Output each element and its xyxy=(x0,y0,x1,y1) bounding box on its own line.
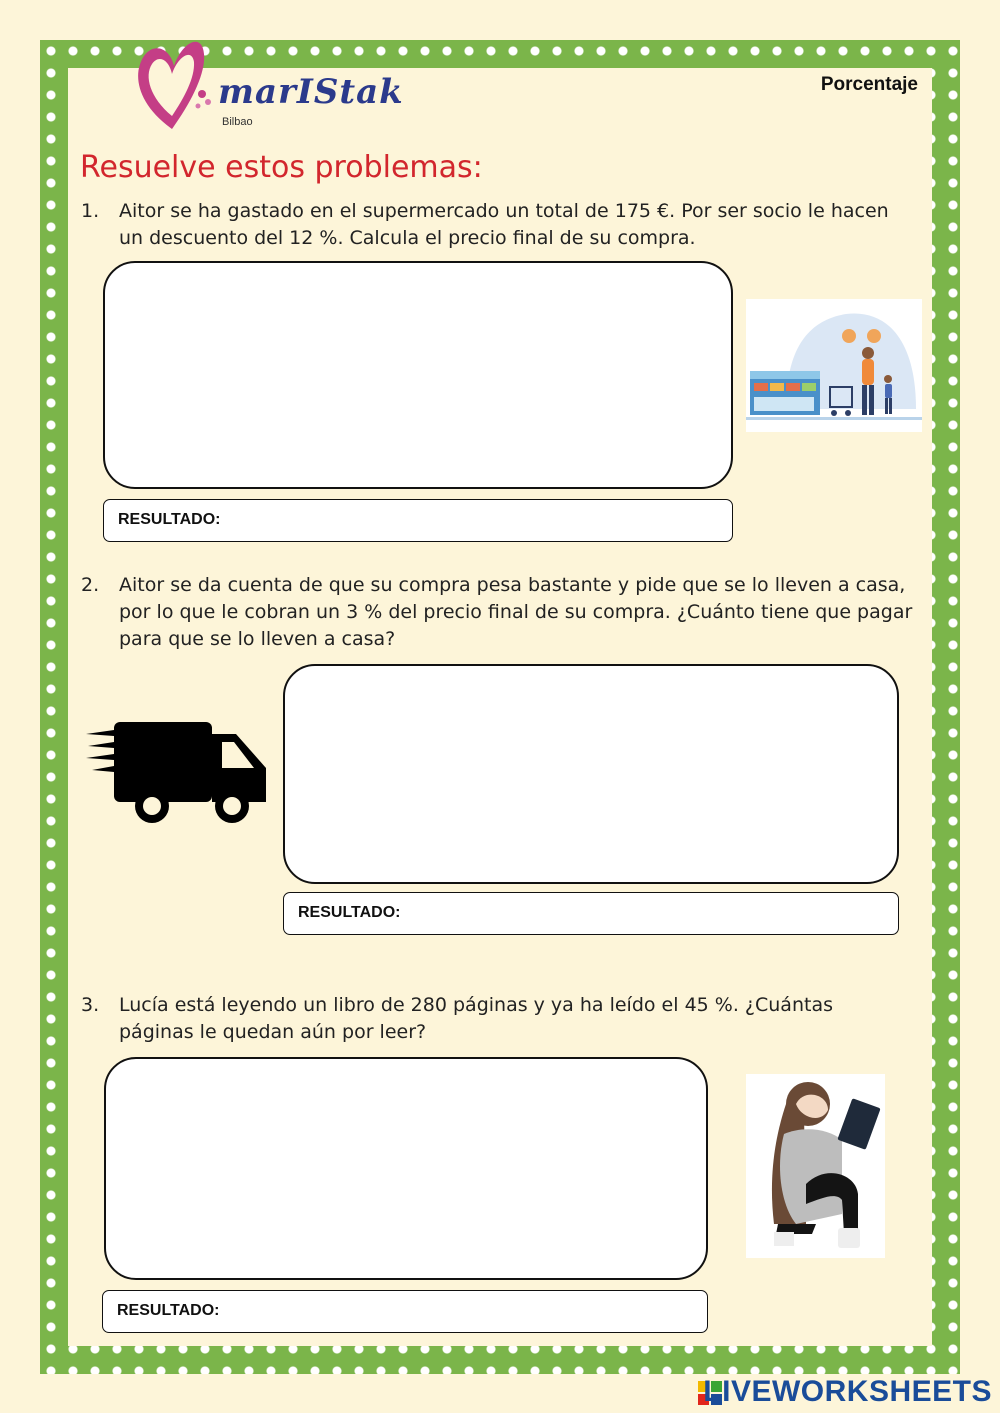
logo-subtext: Bilbao xyxy=(222,116,253,128)
maristak-heart-logo xyxy=(132,34,222,134)
problem-text: Lucía está leyendo un libro de 280 páginas y ya ha leído el 45 %. ¿Cuántas páginas le quedan aún por leer? xyxy=(119,994,833,1043)
girl-reading-illustration xyxy=(746,1074,885,1258)
problem-1 xyxy=(81,198,921,254)
result-field-3[interactable] xyxy=(102,1290,708,1333)
result-label: RESULTADO: xyxy=(117,1302,220,1319)
problem-number: 3. xyxy=(81,994,100,1016)
answer-box-3[interactable] xyxy=(104,1057,708,1280)
logo-text: marIStak xyxy=(218,72,404,112)
topic-label: Porcentaje xyxy=(820,74,918,95)
liveworksheets-brand: LIVEWORKSHEETS xyxy=(703,1375,992,1408)
result-field-1[interactable] xyxy=(103,499,733,542)
answer-box-1[interactable] xyxy=(103,261,733,489)
answer-box-2[interactable] xyxy=(283,664,899,884)
problem-3 xyxy=(81,992,921,1048)
supermarket-illustration xyxy=(746,299,922,432)
result-label: RESULTADO: xyxy=(298,904,401,921)
problem-number: 1. xyxy=(81,200,100,222)
problem-number: 2. xyxy=(81,574,100,596)
problem-text: Aitor se ha gastado en el supermercado un total de 175 €. Por ser socio le hacen un descuento del 12 %. Calcula el precio final de su compra. xyxy=(119,200,889,249)
problem-text: Aitor se da cuenta de que su compra pesa bastante y pide que se lo lleven a casa, por lo que le cobran un 3 % del precio final de su compra. ¿Cuánto tiene que pagar para que se lo lleven a casa? xyxy=(119,574,913,650)
delivery-truck-icon xyxy=(84,718,269,828)
result-label: RESULTADO: xyxy=(118,511,221,528)
problem-2 xyxy=(81,572,921,656)
page-title: Resuelve estos problemas: xyxy=(80,150,483,185)
result-field-2[interactable] xyxy=(283,892,899,935)
